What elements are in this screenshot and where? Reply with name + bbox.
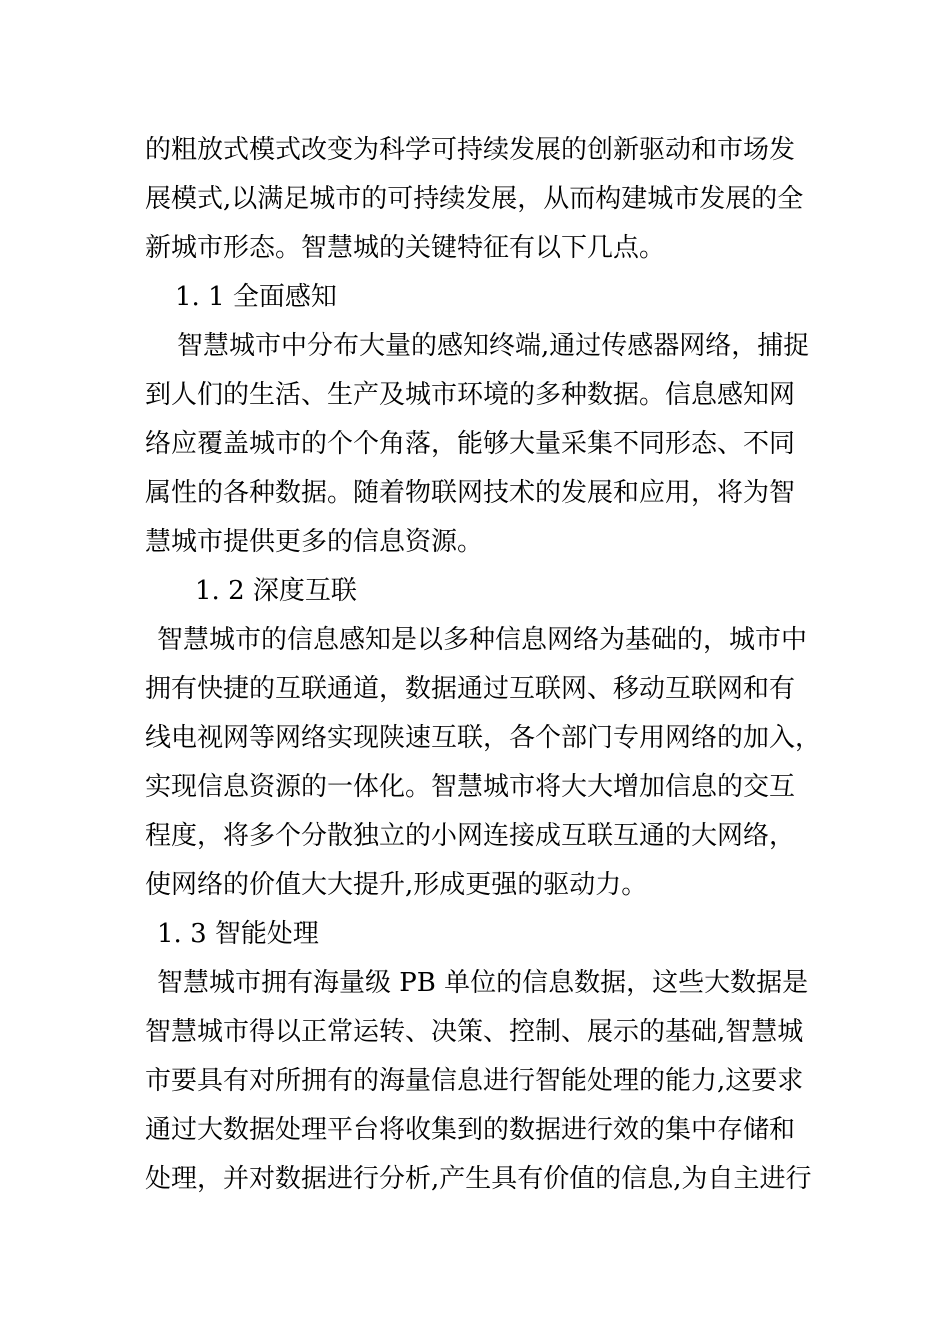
paragraph-line: 程度，将多个分散独立的小网连接成互联互通的大网络， [145,821,796,851]
paragraph-line: 到人们的生活、生产及城市环境的多种数据。信息感知网 [145,380,796,410]
paragraph-line: 慧城市提供更多的信息资源。 [145,527,484,557]
section-heading-1-3: 1. 3 智能处理 [157,919,319,949]
section-heading-1-1: 1. 1 全面感知 [175,282,337,312]
body-text [145,126,822,1204]
paragraph-line: 的粗放式模式改变为科学可持续发展的创新驱动和市场发 [145,135,796,165]
section-heading-1-2: 1. 2 深度互联 [195,576,357,606]
paragraph-line: 展模式,以满足城市的可持续发展，从而构建城市发展的全 [145,184,804,214]
paragraph-line: 线电视网等网络实现陕速互联，各个部门专用网络的加入， [145,723,822,753]
paragraph-line: 智慧城市中分布大量的感知终端,通过传感器网络，捕捉 [177,331,810,361]
paragraph-line: 拥有快捷的互联通道，数据通过互联网、移动互联网和有 [145,674,796,704]
paragraph-line: 智慧城市的信息感知是以多种信息网络为基础的，城市中 [157,625,808,655]
paragraph-line: 使网络的价值大大提升,形成更强的驱动力。 [145,870,648,900]
paragraph-line: 智慧城市拥有海量级 PB 单位的信息数据，这些大数据是 [157,968,809,998]
paragraph-line: 实现信息资源的一体化。智慧城市将大大增加信息的交互 [145,772,796,802]
paragraph-line: 新城市形态。智慧城的关键特征有以下几点。 [145,233,666,263]
paragraph-line: 属性的各种数据。随着物联网技术的发展和应用，将为智 [145,478,796,508]
paragraph-line: 智慧城市得以正常运转、决策、控制、展示的基础,智慧城 [145,1017,804,1047]
paragraph-line: 市要具有对所拥有的海量信息进行智能处理的能力,这要求 [145,1066,804,1096]
paragraph-line: 络应覆盖城市的个个角落，能够大量采集不同形态、不同 [145,429,796,459]
paragraph-line: 通过大数据处理平台将收集到的数据进行效的集中存储和 [145,1115,796,1145]
paragraph-line: 处理，并对数据进行分析,产生具有价值的信息,为自主进行 [145,1164,812,1194]
